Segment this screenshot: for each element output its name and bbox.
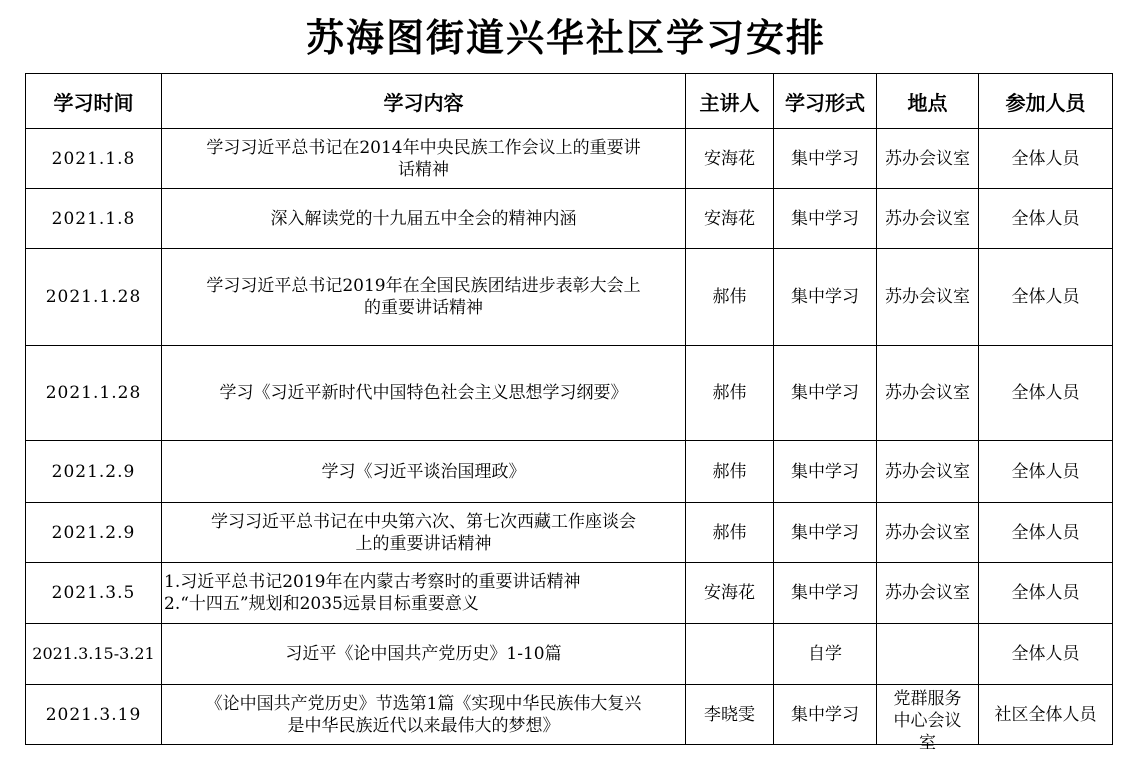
cell-participants: 全体人员 [979, 503, 1113, 563]
location-line: 苏办会议室 [885, 383, 970, 403]
cell-location [877, 685, 979, 753]
cell-location [877, 624, 979, 685]
content-line: 上的重要讲话精神 [355, 533, 492, 554]
cell-location [877, 441, 979, 503]
cell-speaker [686, 624, 774, 685]
cell-speaker: 李晓雯 [686, 685, 774, 745]
header-date: 学习时间 [26, 74, 162, 129]
page-title: 苏海图街道兴华社区学习安排 [305, 15, 826, 60]
cell-speaker: 安海花 [686, 189, 774, 249]
cell-date: 2021.3.5 [26, 563, 162, 624]
cell-participants: 全体人员 [979, 563, 1113, 624]
content-line: 学习习近平总书记在2014年中央民族工作会议上的重要讲 [206, 137, 641, 158]
content-line: 2.“十四五”规划和2035远景目标重要意义 [164, 594, 479, 614]
content-line: 的重要讲话精神 [364, 298, 483, 318]
table-row [26, 503, 1113, 563]
cell-date: 2021.3.15-3.21 [26, 624, 162, 685]
cell-content [162, 563, 686, 624]
cell-content [162, 441, 686, 503]
cell-date: 2021.2.9 [26, 503, 162, 563]
content-line: 1.习近平总书记2019年在内蒙古考察时的重要讲话精神 [164, 572, 581, 592]
location-line: 苏办会议室 [885, 287, 970, 307]
table-row [26, 441, 1113, 503]
cell-date: 2021.3.19 [26, 685, 162, 745]
cell-content [162, 503, 686, 563]
cell-form: 集中学习 [774, 503, 877, 563]
content-line: 是中华民族近代以来最伟大的梦想》 [287, 715, 560, 736]
cell-content [162, 346, 686, 441]
location-line: 苏办会议室 [885, 461, 970, 482]
cell-participants: 社区全体人员 [979, 685, 1113, 745]
header-location: 地点 [877, 74, 979, 129]
cell-speaker: 安海花 [686, 129, 774, 189]
cell-participants: 全体人员 [979, 624, 1113, 685]
cell-date: 2021.1.8 [26, 189, 162, 249]
content-line: 话精神 [398, 159, 449, 180]
cell-speaker: 郝伟 [686, 249, 774, 346]
header-speaker: 主讲人 [686, 74, 774, 129]
cell-participants: 全体人员 [979, 129, 1113, 189]
table-row [26, 189, 1113, 249]
cell-content [162, 624, 686, 685]
cell-form: 集中学习 [774, 189, 877, 249]
location-line: 苏办会议室 [885, 208, 970, 229]
content-line: 深入解读党的十九届五中全会的精神内涵 [270, 208, 577, 229]
cell-speaker: 安海花 [686, 563, 774, 624]
cell-form: 集中学习 [774, 249, 877, 346]
cell-speaker: 郝伟 [686, 441, 774, 503]
cell-content [162, 685, 686, 745]
location-line: 党群服务 [893, 688, 962, 709]
cell-participants: 全体人员 [979, 346, 1113, 441]
cell-date: 2021.1.28 [26, 346, 162, 441]
location-line: 室 [919, 732, 936, 753]
header-form: 学习形式 [774, 74, 877, 129]
table-row [26, 685, 1113, 745]
header-row [26, 74, 1113, 129]
location-line: 苏办会议室 [885, 148, 970, 169]
cell-participants: 全体人员 [979, 249, 1113, 346]
content-line: 学习习近平总书记在中央第六次、第七次西藏工作座谈会 [211, 511, 636, 532]
cell-date: 2021.2.9 [26, 441, 162, 503]
header-content: 学习内容 [162, 74, 686, 129]
location-line: 中心会议 [893, 710, 962, 731]
schedule-table [25, 73, 1113, 753]
cell-form: 集中学习 [774, 129, 877, 189]
cell-form: 集中学习 [774, 563, 877, 624]
cell-participants: 全体人员 [979, 189, 1113, 249]
cell-content [162, 189, 686, 249]
content-line: 习近平《论中国共产党历史》1-10篇 [285, 644, 562, 664]
cell-content [162, 249, 686, 346]
table-row [26, 624, 1113, 685]
cell-location [877, 346, 979, 441]
content-line: 学习《习近平谈治国理政》 [321, 461, 526, 482]
cell-date: 2021.1.8 [26, 129, 162, 189]
table-row [26, 563, 1113, 624]
cell-form: 自学 [774, 624, 877, 685]
content-line: 学习习近平总书记2019年在全国民族团结进步表彰大会上 [206, 276, 641, 296]
cell-form: 集中学习 [774, 346, 877, 441]
cell-date: 2021.1.28 [26, 249, 162, 346]
cell-location [877, 189, 979, 249]
location-line: 苏办会议室 [885, 522, 970, 543]
table-row [26, 249, 1113, 346]
cell-speaker: 郝伟 [686, 503, 774, 563]
table-row [26, 346, 1113, 441]
location-line: 苏办会议室 [885, 583, 970, 603]
cell-location [877, 129, 979, 189]
cell-form: 集中学习 [774, 685, 877, 745]
header-participants: 参加人员 [979, 74, 1113, 129]
cell-participants: 全体人员 [979, 441, 1113, 503]
cell-location [877, 503, 979, 563]
content-line: 学习《习近平新时代中国特色社会主义思想学习纲要》 [219, 383, 628, 403]
cell-location [877, 563, 979, 624]
table-row [26, 129, 1113, 189]
cell-location [877, 249, 979, 346]
cell-content [162, 129, 686, 189]
cell-form: 集中学习 [774, 441, 877, 503]
cell-speaker: 郝伟 [686, 346, 774, 441]
content-line: 《论中国共产党历史》节选第1篇《实现中华民族伟大复兴 [205, 693, 642, 714]
